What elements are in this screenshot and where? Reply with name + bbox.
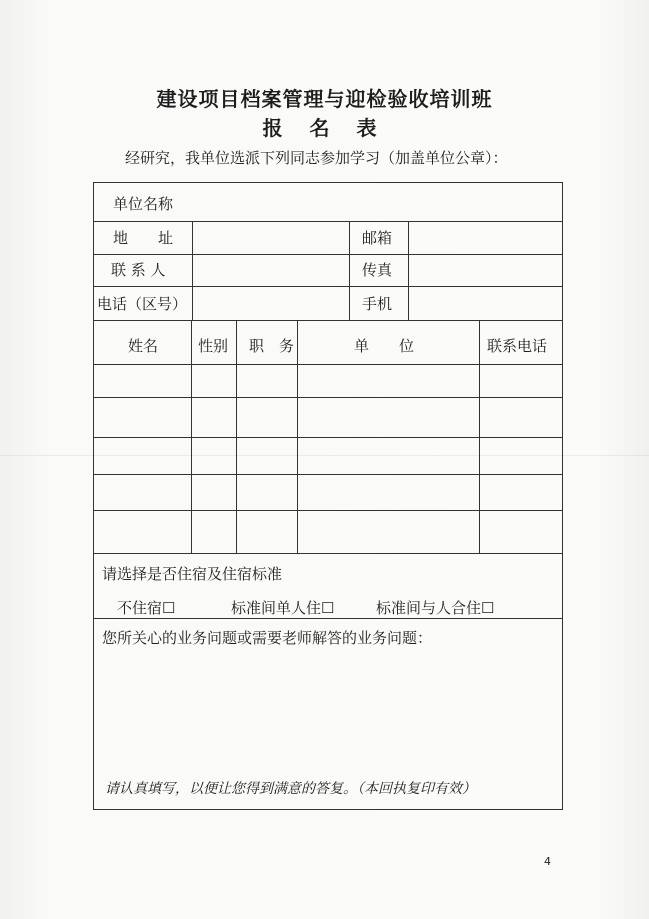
lodging-question: 请选择是否住宿及住宿标准: [102, 565, 283, 583]
row-divider: [93, 510, 563, 511]
label-mobile: 手机: [362, 295, 393, 313]
label-phone: 电话（区号）: [97, 295, 188, 313]
label-address: 地 址: [113, 229, 174, 247]
column-divider: [297, 320, 298, 553]
option-single-room[interactable]: 标准间单人住☐: [231, 599, 335, 617]
intro-text: 经研究，我单位选派下列同志参加学习（加盖单位公章）：: [125, 149, 508, 167]
row-divider: [93, 364, 563, 365]
label-unit-name: 单位名称: [113, 195, 174, 213]
column-header-gender: 性别: [198, 337, 229, 355]
row-divider: [93, 221, 563, 222]
row-divider: [93, 320, 563, 321]
row-divider: [93, 437, 563, 438]
label-postcode: 邮箱: [362, 229, 393, 247]
column-header-phone: 联系电话: [487, 337, 548, 355]
column-divider: [408, 221, 409, 320]
form-subtitle: 报 名 表: [262, 116, 387, 140]
label-contact: 联 系 人: [111, 261, 166, 279]
column-divider: [192, 221, 193, 320]
form-title: 建设项目档案管理与迎检验收培训班: [156, 87, 493, 111]
option-shared-room[interactable]: 标准间与人合住☐: [376, 599, 495, 617]
column-header-name: 姓名: [128, 337, 159, 355]
row-divider: [93, 553, 563, 554]
column-header-position: 职 务: [249, 337, 295, 355]
option-no-lodging[interactable]: 不住宿☐: [117, 599, 176, 617]
row-divider: [93, 618, 563, 619]
label-fax: 传真: [362, 261, 393, 279]
column-divider: [349, 221, 350, 320]
page-number: 4: [544, 855, 551, 868]
footnote: 请认真填写，以便让您得到满意的答复。（本回执复印有效）: [105, 781, 476, 797]
row-divider: [93, 286, 563, 287]
column-divider: [236, 320, 237, 553]
row-divider: [93, 254, 563, 255]
row-divider: [93, 474, 563, 475]
concern-prompt: 您所关心的业务问题或需要老师解答的业务问题：: [102, 629, 433, 647]
column-divider: [191, 320, 192, 553]
row-divider: [93, 397, 563, 398]
column-divider: [479, 320, 480, 553]
column-header-unit: 单 位: [354, 337, 415, 355]
